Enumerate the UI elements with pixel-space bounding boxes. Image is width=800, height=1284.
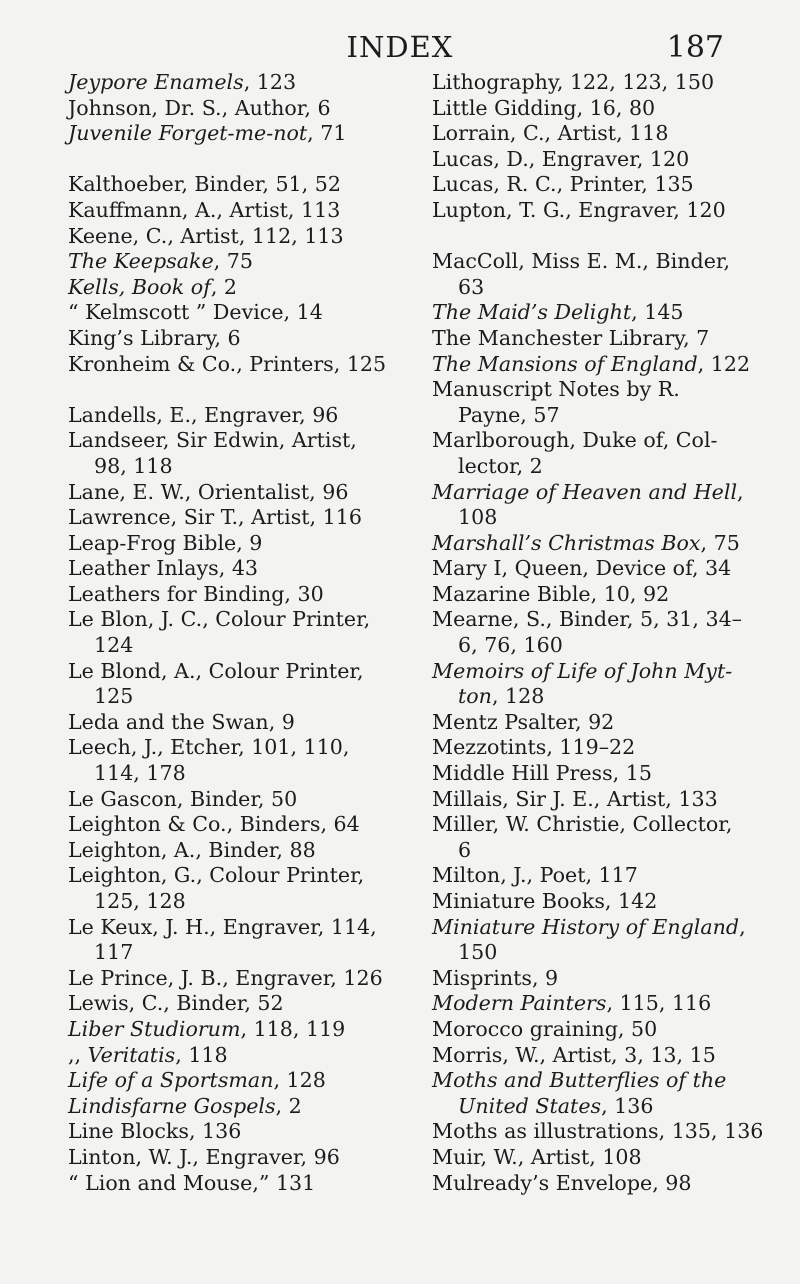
index-entry	[68, 224, 394, 250]
entry-title-italic: Moths and Butterflies of the United States	[432, 1068, 727, 1118]
index-entry	[432, 889, 748, 915]
entry-text: Misprints, 9	[432, 965, 559, 990]
entry-text: Line Blocks, 136	[68, 1119, 242, 1144]
index-entry	[68, 787, 394, 813]
entry-text: Landseer, Sir Edwin, Artist, 98, 118	[68, 428, 357, 478]
index-entry	[68, 70, 394, 96]
entry-title-italic: Juvenile Forget-me-not	[68, 121, 308, 146]
entry-text: MacColl, Miss E. M., Binder, 63	[432, 249, 731, 299]
index-entry	[432, 915, 748, 966]
entry-text: , 123	[243, 70, 297, 94]
index-entry	[432, 812, 748, 863]
entry-title-italic: Marshall’s Christmas Box	[432, 530, 701, 555]
index-entry	[68, 275, 394, 301]
index-entry	[432, 300, 748, 326]
index-entry	[432, 1068, 748, 1119]
entry-title-italic: Kells, Book of	[68, 274, 211, 299]
entry-text: Moths as illustrations, 135, 136	[432, 1119, 764, 1144]
entry-text: Lawrence, Sir T., Artist, 116	[68, 505, 362, 530]
entry-text: The Manchester Library, 7	[432, 325, 710, 350]
index-entry	[432, 1043, 748, 1069]
entry-text: , 75	[700, 530, 740, 555]
entry-title-italic: Life of a Sportsman	[68, 1068, 274, 1093]
page-title: INDEX	[346, 30, 454, 64]
index-entry	[68, 352, 394, 378]
index-entry	[432, 1017, 748, 1043]
index-entry	[68, 403, 394, 429]
page-number: 187	[666, 30, 724, 65]
index-entry	[68, 915, 394, 966]
index-entry	[432, 761, 748, 787]
index-entry	[68, 96, 394, 122]
entry-text: Mentz Psalter, 92	[432, 709, 615, 734]
entry-title-italic: Lindisfarne Gospels	[68, 1093, 276, 1118]
index-entry	[68, 1043, 394, 1069]
left-index-column	[68, 70, 394, 1196]
entry-text: Lane, E. W., Orientalist, 96	[68, 479, 349, 504]
index-entry	[432, 428, 748, 479]
index-entry	[68, 428, 394, 479]
entry-text: Miniature Books, 142	[432, 889, 658, 913]
entry-text: “ Kelmscott ” Device, 14	[68, 300, 323, 325]
entry-text: Mulready’s Envelope, 98	[432, 1170, 692, 1195]
entry-text: King’s Library, 6	[68, 325, 241, 350]
index-entry	[68, 838, 394, 864]
entry-text: , 108	[458, 479, 744, 530]
entry-text: Lewis, C., Binder, 52	[68, 991, 284, 1016]
entry-text: Leather Inlays, 43	[68, 556, 259, 581]
entry-text: Miller, W. Christie, Collector, 6	[432, 812, 733, 862]
entry-text: Leech, J., Etcher, 101, 110, 114, 178	[68, 735, 350, 786]
index-entry	[432, 351, 751, 378]
entry-text: , 118	[175, 1042, 228, 1067]
entry-text: Kalthoeber, Binder, 51, 52	[68, 172, 341, 197]
index-entry	[432, 121, 748, 147]
entry-text: Mezzotints, 119–22	[432, 735, 636, 760]
entry-text: Millais, Sir J. E., Artist, 133	[432, 786, 718, 811]
index-entry	[68, 1145, 394, 1171]
entry-text: , 75	[213, 249, 253, 274]
index-entry	[432, 1145, 748, 1171]
index-entry	[432, 582, 748, 608]
entry-text: Morris, W., Artist, 3, 13, 15	[432, 1042, 716, 1067]
entry-text: Lucas, D., Engraver, 120	[432, 146, 690, 171]
entry-text: Le Blon, J. C., Colour Printer, 124	[68, 607, 371, 658]
entry-text: , 128	[273, 1068, 326, 1093]
entry-text: Leighton & Co., Binders, 64	[68, 812, 360, 837]
index-entry	[68, 1119, 394, 1145]
entry-text: Leda and the Swan, 9	[68, 709, 295, 734]
entry-text: Johnson, Dr. S., Author, 6	[68, 95, 331, 120]
entry-text: Mearne, S., Binder, 5, 31, 34–6, 76, 160	[432, 607, 742, 658]
entry-text: , 2	[210, 274, 238, 299]
entry-text: Linton, W. J., Engraver, 96	[68, 1144, 340, 1169]
entry-text: Le Blond, A., Colour Printer, 125	[68, 658, 364, 709]
index-entry	[68, 659, 394, 710]
entry-text: “ Lion and Mouse,” 131	[68, 1170, 316, 1195]
entry-title-italic: The Keepsake	[68, 249, 214, 274]
entry-title-italic: Memoirs of Life of John Mytton	[432, 658, 733, 709]
entry-text: Le Gascon, Binder, 50	[68, 786, 298, 811]
index-entry	[68, 1068, 394, 1094]
index-entry	[432, 326, 748, 352]
entry-title-italic: Miniature History of England	[432, 914, 740, 939]
index-entry	[68, 607, 394, 658]
entry-text: , 71	[307, 121, 347, 146]
index-entry	[432, 556, 748, 582]
index-entry	[432, 710, 748, 736]
entry-text: , 122	[697, 351, 751, 376]
index-entry	[432, 147, 748, 173]
index-entry	[68, 1094, 394, 1120]
entry-text: , 136	[601, 1093, 654, 1118]
index-entry	[432, 377, 748, 428]
index-entry	[68, 1171, 394, 1197]
entry-text: Milton, J., Poet, 117	[432, 863, 638, 888]
index-entry	[68, 991, 394, 1017]
index-entry	[432, 863, 748, 889]
entry-text: Le Prince, J. B., Engraver, 126	[68, 965, 383, 990]
index-entry	[68, 480, 394, 506]
entry-title-italic: Jeypore Enamels	[68, 70, 244, 94]
entry-text: , 150	[458, 914, 746, 965]
entry-text: Muir, W., Artist, 108	[432, 1144, 642, 1169]
entry-text: Mary I, Queen, Device of, 34	[432, 556, 732, 581]
index-entry	[68, 300, 394, 326]
index-entry	[432, 607, 748, 658]
entry-text: Lorrain, C., Artist, 118	[432, 121, 669, 146]
index-entry	[68, 582, 394, 608]
entry-text: , 2	[275, 1093, 302, 1118]
entry-text: Leighton, A., Binder, 88	[68, 837, 316, 862]
entry-text: Landells, E., Engraver, 96	[68, 402, 339, 427]
entry-text: , 145	[631, 300, 684, 325]
entry-text: Lupton, T. G., Engraver, 120	[432, 197, 726, 222]
index-entry	[432, 735, 748, 761]
entry-text: , 118, 119	[240, 1016, 346, 1041]
entry-text: ,,	[68, 1042, 88, 1067]
index-entry	[68, 121, 394, 147]
entry-text: Mazarine Bible, 10, 92	[432, 581, 670, 606]
index-entry	[68, 249, 394, 275]
entry-text: Le Keux, J. H., Engraver, 114, 117	[68, 914, 377, 965]
right-index-column	[432, 70, 764, 1196]
index-entry	[432, 172, 748, 198]
index-entry	[68, 326, 394, 352]
entry-text: Lucas, R. C., Printer, 135	[432, 172, 694, 197]
index-entry	[432, 1171, 748, 1197]
index-entry	[68, 172, 394, 198]
entry-text: Middle Hill Press, 15	[432, 761, 652, 786]
index-entry	[68, 556, 394, 582]
entry-title-italic: Veritatis	[87, 1042, 176, 1067]
index-entry	[432, 659, 748, 710]
index-entry	[432, 480, 748, 531]
entry-text: Little Gidding, 16, 80	[432, 95, 656, 120]
entry-title-italic: The Mansions of England	[432, 351, 698, 376]
index-entry	[432, 966, 748, 992]
index-entry	[68, 198, 394, 224]
entry-title-italic: Marriage of Heaven and Hell	[432, 479, 738, 504]
index-entry	[432, 96, 748, 122]
index-entry	[432, 198, 748, 224]
entry-text: Lithography, 122, 123, 150	[432, 70, 715, 94]
entry-title-italic: The Maid’s Delight	[432, 300, 632, 325]
entry-text: Leathers for Binding, 30	[68, 581, 324, 606]
entry-text: , 128	[491, 684, 545, 709]
index-entry	[432, 1119, 764, 1145]
index-entry	[68, 1017, 394, 1043]
entry-text: Marlborough, Duke of, Collector, 2	[432, 428, 718, 478]
entry-title-italic: Modern Painters	[432, 991, 607, 1016]
index-entry	[68, 812, 394, 838]
index-entry	[432, 531, 748, 557]
entry-text: Keene, C., Artist, 112, 113	[68, 223, 344, 248]
index-entry	[432, 70, 748, 96]
index-entry	[68, 966, 394, 992]
index-entry	[432, 787, 748, 813]
entry-text: , 115, 116	[606, 991, 712, 1016]
entry-text: Kronheim & Co., Printers, 125	[68, 351, 387, 376]
index-entry	[68, 710, 394, 736]
index-entry	[68, 735, 394, 786]
index-entry	[68, 863, 394, 914]
entry-text: Morocco graining, 50	[432, 1016, 658, 1041]
index-entry	[68, 531, 394, 557]
index-entry	[432, 249, 748, 300]
index-entry	[68, 505, 394, 531]
entry-text: Leighton, G., Colour Printer, 125, 128	[68, 863, 365, 913]
entry-text: Leap-Frog Bible, 9	[68, 530, 263, 555]
entry-text: Kauffmann, A., Artist, 113	[68, 197, 341, 222]
index-entry	[432, 991, 748, 1017]
entry-text: Manuscript Notes by R. Payne, 57	[432, 377, 680, 427]
entry-title-italic: Liber Studiorum	[68, 1016, 241, 1041]
page-header	[0, 30, 800, 70]
